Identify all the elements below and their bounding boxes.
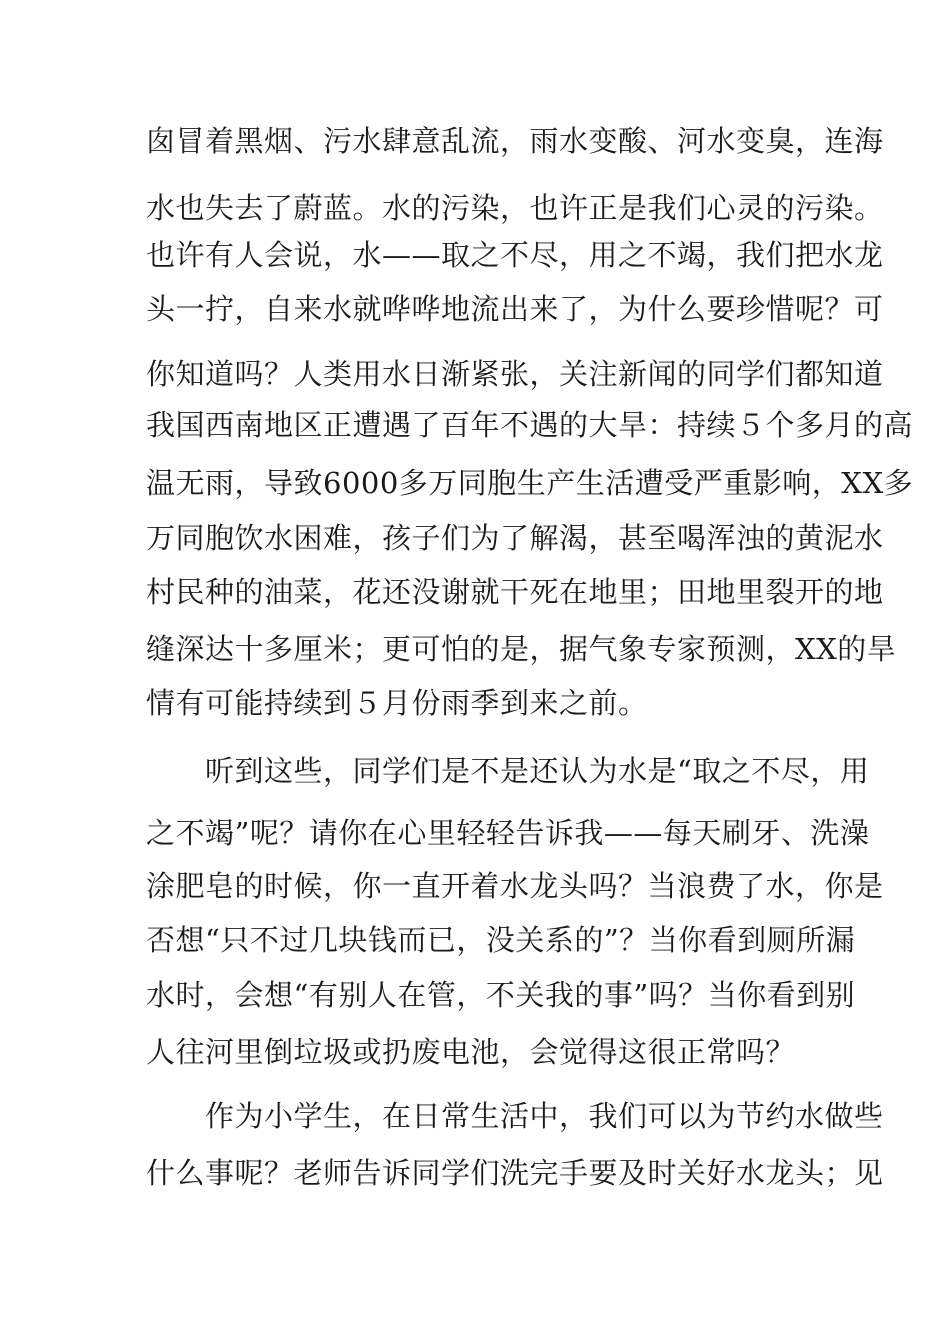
text-line: 缝深达十多厘米；更可怕的是，据气象专家预测，XX的旱: [146, 632, 897, 666]
text-line: 温无雨，导致6000多万同胞生产生活遭受严重影响，XX多: [146, 466, 914, 500]
text-line: 村民种的油菜，花还没谢就干死在地里；田地里裂开的地: [146, 575, 884, 609]
text-line: 涂肥皂的时候，你一直开着水龙头吗？当浪费了水，你是: [146, 869, 884, 903]
text-line: 水也失去了蔚蓝。水的污染，也许正是我们心灵的污染。: [146, 191, 884, 225]
text-line: 我国西南地区正遭遇了百年不遇的大旱：持续５个多月的高: [146, 408, 914, 442]
text-line: 万同胞饮水困难，孩子们为了解渴，甚至喝浑浊的黄泥水: [146, 521, 884, 555]
text-line: 头一拧，自来水就哗哗地流出来了，为什么要珍惜呢？可: [146, 292, 884, 326]
text-line: 情有可能持续到５月份雨季到来之前。: [146, 686, 648, 720]
text-line: 否想“只不过几块钱而已，没关系的”？当你看到厕所漏: [146, 923, 856, 957]
text-line: 水时，会想“有别人在管，不关我的事”吗？当你看到别: [146, 978, 856, 1012]
text-line: 人往河里倒垃圾或扔废电池，会觉得这很正常吗？: [146, 1035, 796, 1069]
text-line: 你知道吗？人类用水日渐紧张，关注新闻的同学们都知道: [146, 357, 884, 391]
text-line: 也许有人会说，水——取之不尽，用之不竭，我们把水龙: [146, 238, 884, 272]
text-line: 听到这些，同学们是不是还认为水是“取之不尽，用: [146, 754, 870, 788]
text-line: 囱冒着黑烟、污水肆意乱流，雨水变酸、河水变臭，连海: [146, 124, 884, 158]
text-line: 什么事呢？老师告诉同学们洗完手要及时关好水龙头；见: [146, 1156, 884, 1190]
text-line: 之不竭”呢？请你在心里轻轻告诉我——每天刷牙、洗澡: [146, 816, 870, 850]
text-line: 作为小学生，在日常生活中，我们可以为节约水做些: [146, 1099, 884, 1133]
